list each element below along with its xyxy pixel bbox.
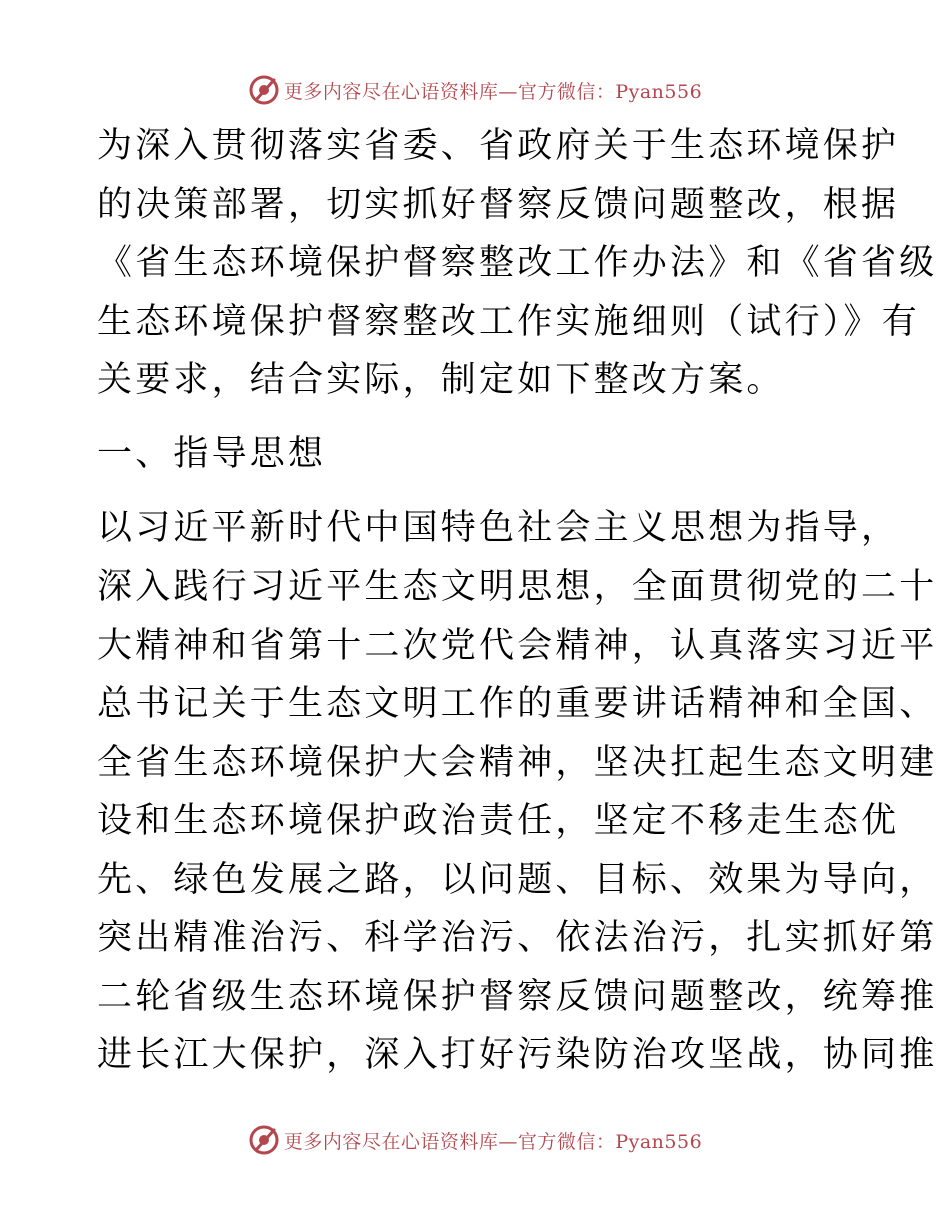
paragraph-line: 为深入贯彻落实省委、省政府关于生态环境保护	[97, 126, 900, 166]
paragraph-line: 关要求，结合实际，制定如下整改方案。	[97, 360, 785, 400]
paragraph-line: 的决策部署，切实抓好督察反馈问题整改，根据	[97, 185, 900, 225]
paragraph-line: 以习近平新时代中国特色社会主义思想为指导，	[97, 508, 900, 548]
paragraph-line: 设和生态环境保护政治责任，坚定不移走生态优	[97, 801, 900, 841]
watermark-header	[0, 74, 950, 106]
section-heading: 一、指导思想	[97, 434, 327, 474]
paragraph-line: 全省生态环境保护大会精神，坚决扛起生态文明建	[97, 743, 938, 783]
paragraph-line: 《省生态环境保护督察整改工作办法》和《省省级	[97, 243, 938, 283]
paragraph-line: 进长江大保护，深入打好污染防治攻坚战，协同推	[97, 1035, 938, 1075]
paragraph-line: 先、绿色发展之路，以问题、目标、效果为导向，	[97, 860, 938, 900]
paragraph-line: 生态环境保护督察整改工作实施细则（试行）》有	[97, 302, 920, 342]
logo-icon	[248, 74, 280, 106]
paragraph-line: 突出精准治污、科学治污、依法治污，扎实抓好第	[97, 918, 938, 958]
paragraph-line: 大精神和省第十二次党代会精神，认真落实习近平	[97, 626, 938, 666]
paragraph-line: 二轮省级生态环境保护督察反馈问题整改，统筹推	[97, 977, 938, 1017]
paragraph-line: 总书记关于生态文明工作的重要讲话精神和全国、	[97, 684, 938, 724]
paragraph-line: 深入践行习近平生态文明思想，全面贯彻党的二十	[97, 567, 938, 607]
logo-icon	[248, 1124, 280, 1156]
watermark-text: 更多内容尽在心语资料库—官方微信：Pyan556	[283, 1130, 703, 1153]
watermark-footer	[0, 1124, 950, 1156]
watermark-text: 更多内容尽在心语资料库—官方微信：Pyan556	[283, 80, 703, 103]
